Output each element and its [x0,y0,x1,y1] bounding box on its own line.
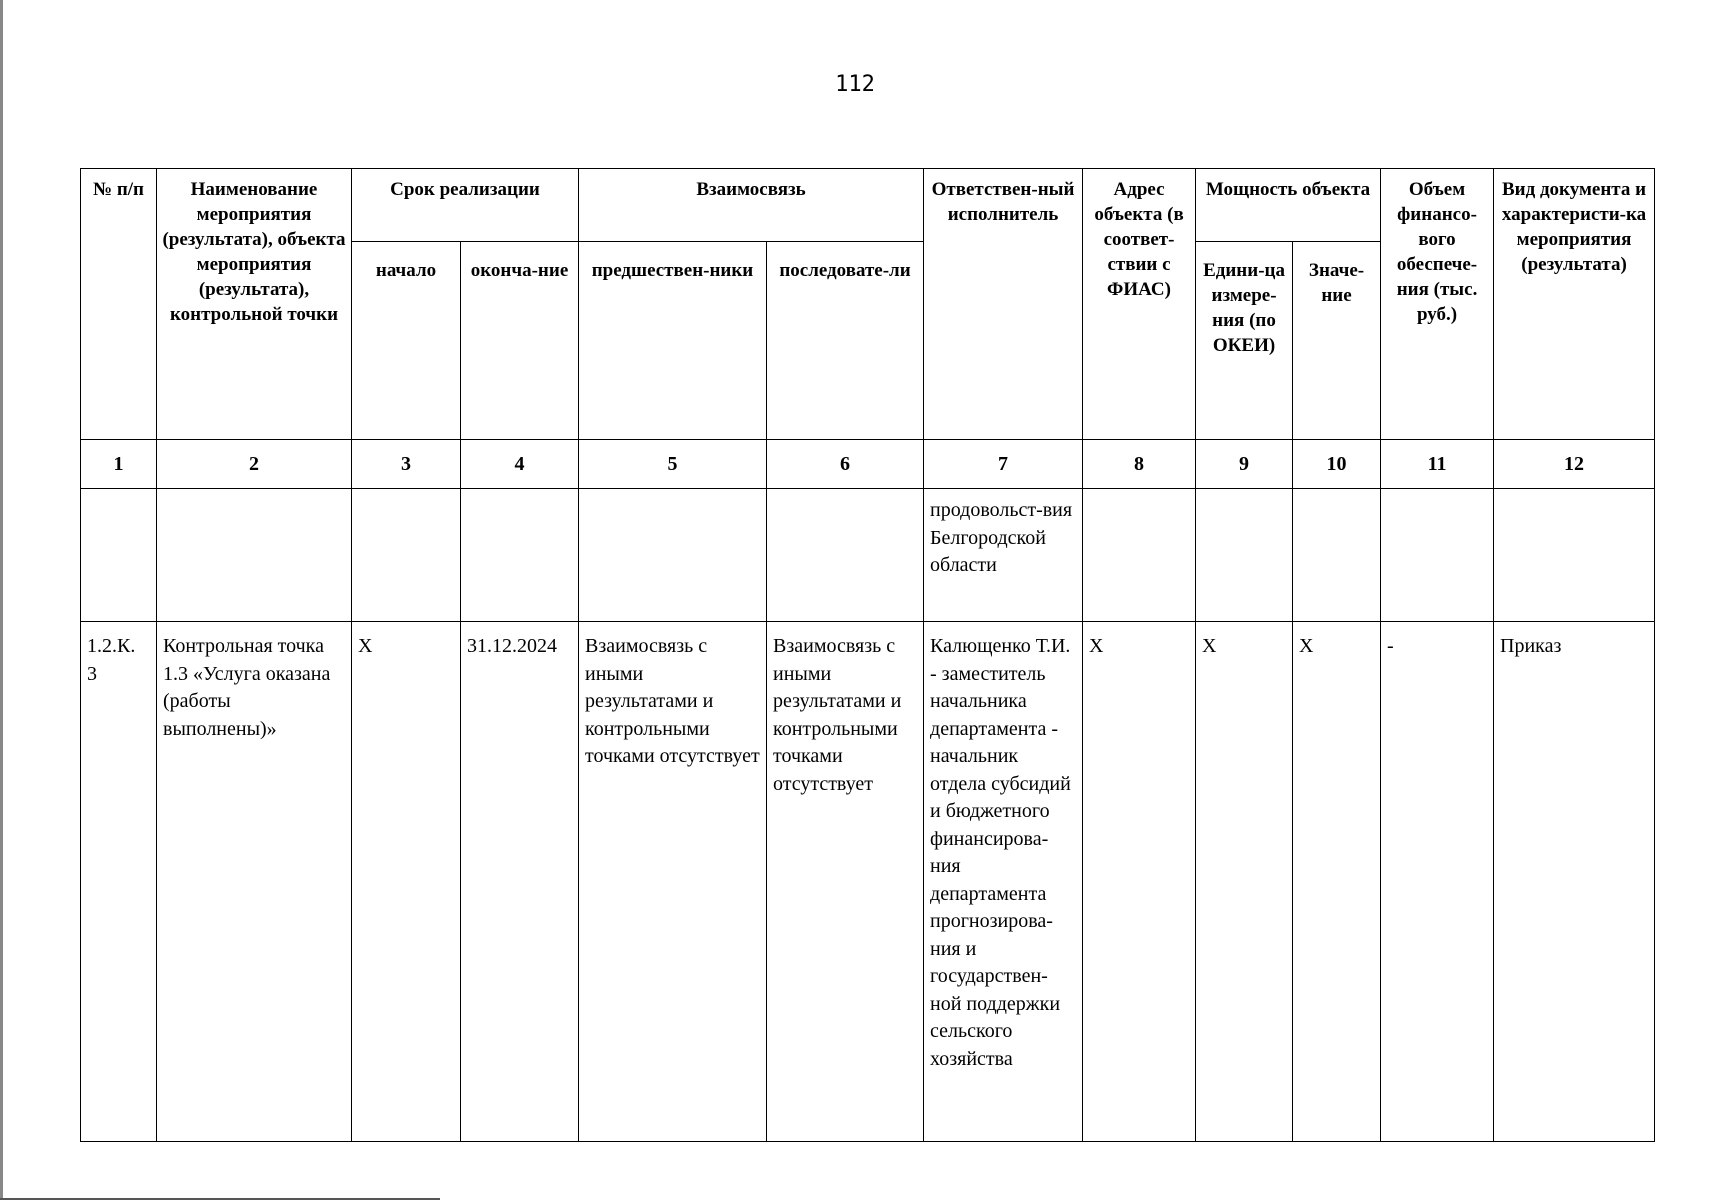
header-srok-label: Срок реализации [390,179,540,200]
header-moshch-unit-label: Едини-ца измере-ния (по ОКЕИ) [1203,260,1285,356]
page-edge [0,0,3,1200]
header-finance-label: Объем финансо-вого обеспече-ния (тыс. руб.) [1396,179,1478,325]
header-moshch-value-label: Значе-ние [1308,260,1365,306]
page-number: 112 [835,72,875,97]
table-cell [1381,489,1494,622]
row-next: Взаимосвязь с иными результатами и контрольными точками отсутствует [773,635,902,795]
column-number: 4 [461,440,579,489]
row-end: 31.12.2024 [467,635,557,657]
header-moshch [1196,169,1381,242]
plan-table [80,168,1655,1142]
header-address [1083,169,1196,440]
row-name: Контрольная точка 1.3 «Услуга оказана (работы выполнены)» [163,635,331,740]
table-cell [1293,489,1381,622]
table-cell [81,489,157,622]
row-unit: X [1202,635,1217,657]
table-cell [461,489,579,622]
row-unit-cell [1196,622,1293,1142]
header-row-1 [81,169,1655,242]
header-vzaim-next-label: последовате-ли [779,260,911,281]
row-address: X [1089,635,1104,657]
header-srok [352,169,579,242]
table-cell [767,489,924,622]
table-row [81,622,1655,1142]
row-responsible-cell [924,622,1083,1142]
column-number: 9 [1196,440,1293,489]
row-end-cell [461,622,579,1142]
header-name [157,169,352,440]
row-prev-cell [579,622,767,1142]
table-cell [1494,489,1655,622]
header-address-label: Адрес объекта (в соответ-ствии с ФИАС) [1094,179,1184,300]
row-start: X [358,635,373,657]
row-responsible: Калющенко Т.И. - заместитель начальника департамента - начальник отдела субсидий и бюджетного финансирова-ния департамента прогнозирова-ния и государствен-ной поддержки сельского хозяйства [930,635,1071,1070]
row-value: X [1299,635,1314,657]
column-number: 11 [1381,440,1494,489]
table-cell [352,489,461,622]
column-number: 2 [157,440,352,489]
header-vzaim-prev-label: предшествен-ники [591,260,754,281]
column-number: 6 [767,440,924,489]
row-prev: Взаимосвязь с иными результатами и контрольными точками отсутствует [585,635,760,767]
column-number: 1 [81,440,157,489]
header-name-label: Наименование мероприятия (результата), объекта мероприятия (результата), контрольной точки [162,179,346,325]
row-start-cell [352,622,461,1142]
row-num: 1.2.К. 3 [87,635,136,685]
header-doc-label: Вид документа и характеристи-ка мероприятия (результата) [1501,179,1647,275]
header-vzaim-next [767,242,924,440]
header-moshch-unit [1196,242,1293,440]
continuation-responsible-cell [924,489,1083,622]
header-responsible [924,169,1083,440]
header-vzaim-prev [579,242,767,440]
header-srok-start [352,242,461,440]
header-responsible-label: Ответствен-ный исполнитель [931,179,1075,225]
row-next-cell [767,622,924,1142]
header-vzaim-label: Взаимосвязь [696,179,806,200]
header-finance [1381,169,1494,440]
column-number: 10 [1293,440,1381,489]
header-vzaim [579,169,924,242]
row-finance-cell [1381,622,1494,1142]
header-moshch-label: Мощность объекта [1205,179,1371,200]
column-numbers-row [81,440,1655,489]
header-doc [1494,169,1655,440]
column-number: 7 [924,440,1083,489]
column-number: 5 [579,440,767,489]
row-doc: Приказ [1500,635,1562,657]
row-value-cell [1293,622,1381,1142]
header-num [81,169,157,440]
column-number: 3 [352,440,461,489]
header-num-label: № п/п [92,179,145,200]
table-cell [1196,489,1293,622]
header-moshch-value [1293,242,1381,440]
row-name-cell [157,622,352,1142]
header-srok-start-label: начало [375,260,437,281]
column-number: 8 [1083,440,1196,489]
header-srok-end-label: оконча-ние [470,260,569,281]
continuation-responsible-text: продовольст-вия Белгородской области [930,499,1073,576]
row-finance: - [1387,635,1394,657]
row-num-cell [81,622,157,1142]
table-cell [1083,489,1196,622]
row-doc-cell [1494,622,1655,1142]
continuation-row [81,489,1655,622]
row-address-cell [1083,622,1196,1142]
table-cell [157,489,352,622]
table-cell [579,489,767,622]
header-srok-end [461,242,579,440]
column-number: 12 [1494,440,1655,489]
